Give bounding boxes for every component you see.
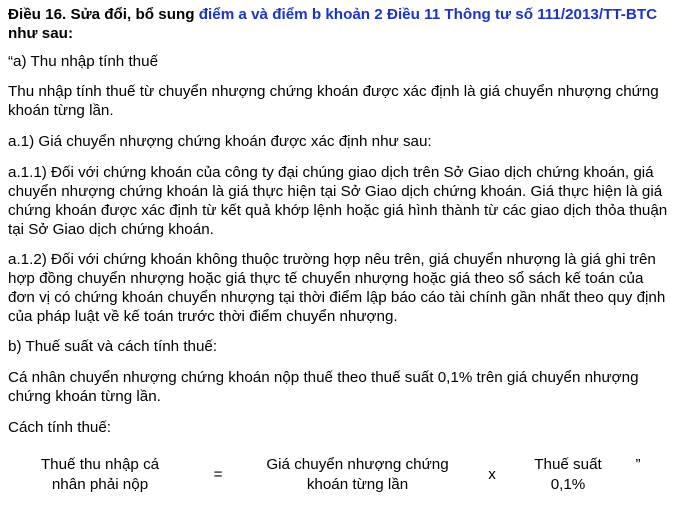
- article-heading: [8, 5, 674, 43]
- calculation-label: Cách tính thuế:: [8, 419, 112, 436]
- section-a11-paragraph: a.1.1) Đối với chứng khoán của công ty đại chúng giao dịch trên Sở Giao dịch chứng khoán, giá chuyển nhượng chứng khoán là giá thực hiện tại Sở Giao dịch chứng khoán. Giá thực hiện là giá chứng khoán được xác định từ kết quả khớp lệnh hoặc giá hình thành từ các giao dịch thỏa thuận tại Sở Giao dịch chứng khoán.: [8, 164, 668, 238]
- formula-closing-quote: ”: [635, 456, 641, 473]
- section-a12-paragraph: a.1.2) Đối với chứng khoán không thuộc trường hợp nêu trên, giá chuyển nhượng là giá ghi trên hợp đồng chuyển nhượng hoặc giá thực tế chuyển nhượng hoặc giá theo sổ sách kế toán của đơn vị có chứng khoán chuyển nhượng tại thời điểm lập báo cáo tài chính gần nhất theo quy định của pháp luật về kế toán trước thời điểm chuyển nhượng.: [8, 251, 666, 325]
- formula-tax-payable-line1: Thuế thu nhập cá: [40, 456, 160, 473]
- formula-tax-rate: [513, 455, 623, 495]
- taxable-income-paragraph: Thu nhập tính thuế từ chuyển nhượng chứng khoán được xác định là giá chuyển nhượng chứng khoán từng lần.: [8, 83, 659, 119]
- heading-suffix: như sau:: [8, 25, 73, 42]
- formula-transfer-price-line1: Giá chuyển nhượng chứng: [266, 456, 449, 473]
- tax-rate-paragraph: Cá nhân chuyển nhượng chứng khoán nộp thuế theo thuế suất 0,1% trên giá chuyển nhượng chứng khoán từng lần.: [8, 369, 639, 405]
- formula-equals-sign: =: [213, 466, 223, 483]
- formula-tax-payable-line2: nhân phải nộp: [51, 476, 149, 493]
- amended-clause-link[interactable]: điểm a và điểm b khoản 2 Điều 11 Thông tư số 111/2013/TT-BTC: [198, 6, 658, 23]
- formula-multiply-sign: x: [488, 466, 496, 483]
- section-a1-title: a.1) Giá chuyển nhượng chứng khoán được xác định như sau:: [8, 133, 432, 150]
- section-b-title: b) Thuế suất và cách tính thuế:: [8, 338, 218, 355]
- formula-tax-rate-line1: Thuế suất: [534, 456, 602, 473]
- formula-transfer-price-line2: khoán từng lần: [306, 476, 409, 493]
- section-a-title: “a) Thu nhập tính thuế: [8, 53, 159, 70]
- formula-transfer-price: [245, 455, 470, 495]
- formula-tax-payable: [20, 455, 180, 495]
- tax-formula: [0, 455, 682, 499]
- formula-tax-rate-line2: 0,1%: [550, 476, 586, 493]
- heading-prefix: Điều 16. Sửa đổi, bổ sung: [8, 6, 199, 23]
